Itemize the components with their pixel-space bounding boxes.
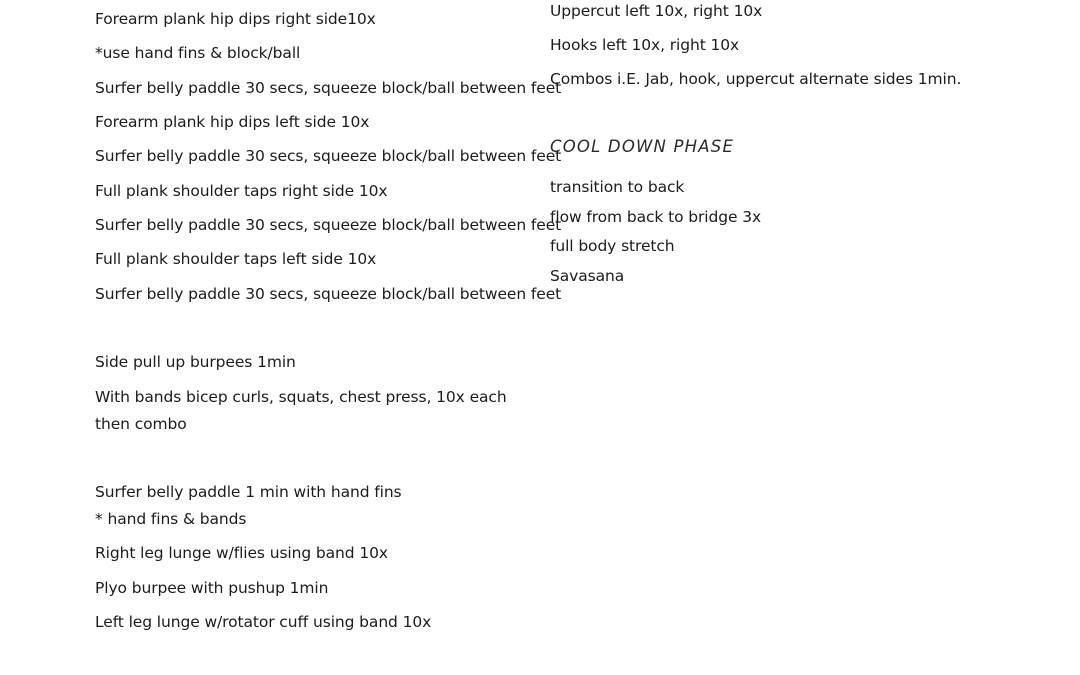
- exercise-note: *use hand fins & block/ball: [95, 44, 301, 62]
- exercise-line: Surfer belly paddle 30 secs, squeeze block/ball between feet: [95, 285, 562, 303]
- exercise-line: Plyo burpee with pushup 1min: [95, 579, 329, 597]
- exercise-line: With bands bicep curls, squats, chest press, 10x each then combo: [95, 388, 507, 433]
- cool-down-item: transition to back: [550, 178, 685, 196]
- exercise-line: Surfer belly paddle 1 min with hand fins: [95, 483, 402, 501]
- exercise-line: Combos i.E. Jab, hook, uppercut alternate sides 1min.: [550, 70, 962, 88]
- exercise-line: Surfer belly paddle 30 secs, squeeze block/ball between feet: [95, 147, 562, 165]
- exercise-line: Forearm plank hip dips right side10x: [95, 10, 376, 28]
- exercise-line: Uppercut left 10x, right 10x: [550, 2, 763, 20]
- exercise-line: Surfer belly paddle 30 secs, squeeze block/ball between feet: [95, 79, 562, 97]
- cool-down-item: Savasana: [550, 267, 625, 285]
- cool-down-item: flow from back to bridge 3x: [550, 208, 762, 226]
- cool-down-heading: COOL DOWN PHASE: [550, 137, 735, 156]
- cool-down-item: full body stretch: [550, 237, 675, 255]
- exercise-line: Full plank shoulder taps right side 10x: [95, 182, 388, 200]
- exercise-line: Right leg lunge w/flies using band 10x: [95, 544, 388, 562]
- exercise-line: Left leg lunge w/rotator cuff using band 10x: [95, 613, 432, 631]
- exercise-line: Forearm plank hip dips left side 10x: [95, 113, 370, 131]
- exercise-line: Side pull up burpees 1min: [95, 353, 296, 371]
- exercise-line: Surfer belly paddle 30 secs, squeeze block/ball between feet: [95, 216, 562, 234]
- exercise-line: Full plank shoulder taps left side 10x: [95, 250, 377, 268]
- exercise-line: Hooks left 10x, right 10x: [550, 36, 740, 54]
- exercise-note: * hand fins & bands: [95, 510, 247, 528]
